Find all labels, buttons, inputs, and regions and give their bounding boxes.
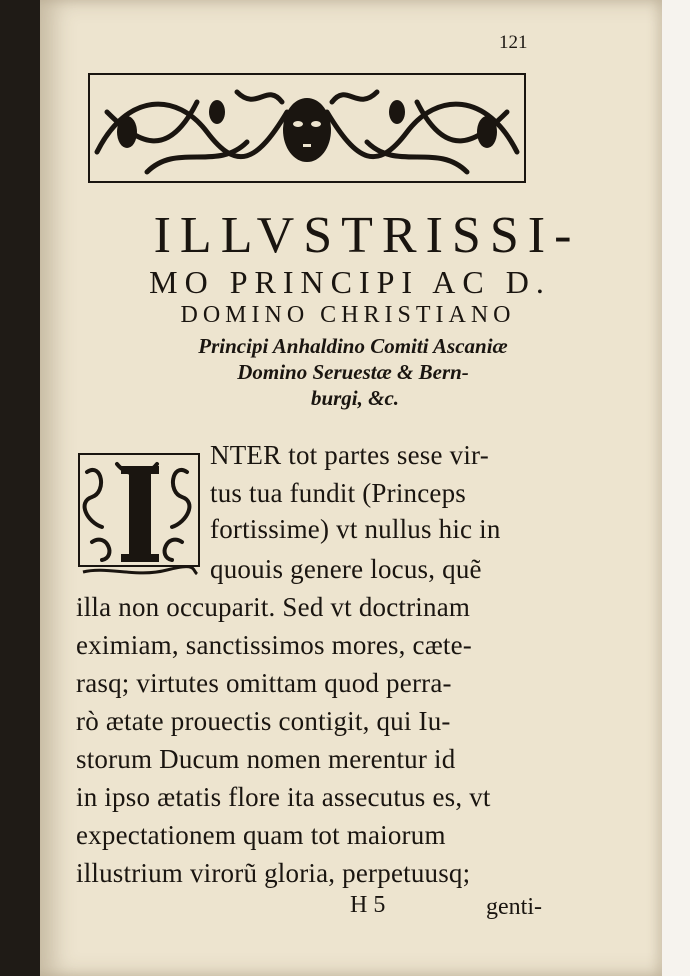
body-text-line: illustrium virorũ gloria, perpetuusq;: [76, 858, 471, 888]
body-text-line: illa non occuparit. Sed vt doctrinam: [76, 592, 471, 622]
body-text-line: tus tua fundit (Princeps: [210, 478, 467, 508]
page-margin-right: [662, 0, 690, 976]
title-line-5: Domino Seruestæ & Bern-: [237, 360, 469, 384]
page-number: 121: [499, 32, 528, 53]
foliage-face-ornament-icon: [87, 72, 527, 184]
decorated-initial-i-icon: [77, 452, 201, 578]
title-line-1: ILLVSTRISSI-: [153, 207, 581, 264]
body-text-line: rò ætate prouectis contigit, qui Iu-: [76, 706, 451, 736]
signature-mark: H 5: [350, 892, 386, 918]
body-text-line: fortissime) vt nullus hic in: [210, 514, 501, 544]
body-text-line: storum Ducum nomen merentur id: [76, 744, 456, 774]
title-line-6: burgi, &c.: [310, 386, 400, 410]
body-text-line: eximiam, sanctissimos mores, cæte-: [76, 630, 472, 660]
body-text-line: NTER tot partes sese vir-: [210, 440, 489, 470]
body-text-line: quouis genere locus, quẽ: [210, 554, 482, 584]
body-text-line: rasq; virtutes omittam quod perra-: [76, 668, 452, 698]
body-text-line: in ipso ætatis flore ita assecutus es, vt: [76, 782, 491, 812]
title-line-2: MO PRINCIPI AC D.: [149, 264, 551, 300]
headpiece-ornament: [87, 72, 527, 184]
body-text-line: expectationem quam tot maiorum: [76, 820, 446, 850]
title-line-4: Principi Anhaldino Comiti Ascaniæ: [198, 334, 508, 358]
decorated-initial-letter: [77, 452, 201, 578]
title-line-3: DOMINO CHRISTIANO: [180, 302, 516, 328]
catchword: genti-: [486, 894, 542, 920]
book-gutter-left: [0, 0, 40, 976]
